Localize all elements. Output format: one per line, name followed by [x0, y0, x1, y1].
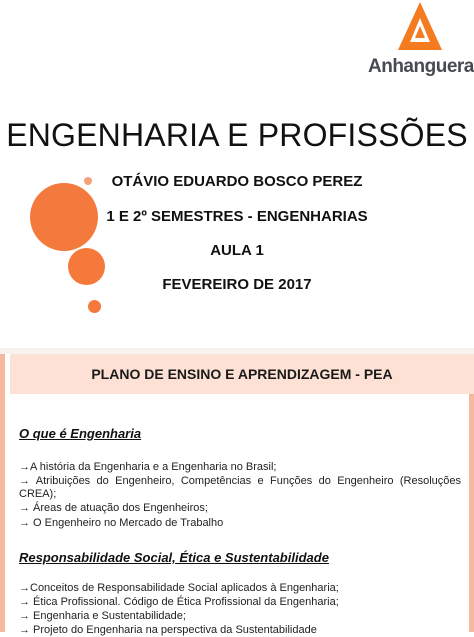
list-item: → Áreas de atuação dos Engenheiros;	[19, 502, 208, 514]
list-item: → Projeto do Engenharia na perspectiva da Sustentabilidade	[19, 624, 317, 636]
decorative-circle-small	[88, 300, 101, 313]
semester-label: 1 E 2º SEMESTRES - ENGENHARIAS	[106, 208, 368, 225]
pea-slide	[0, 354, 474, 636]
section-title-responsabilidade: Responsabilidade Social, Ética e Sustentabilidade	[19, 550, 329, 565]
list-item: → Engenharia e Sustentabilidade;	[19, 610, 186, 622]
slide-title: ENGENHARIA E PROFISSÕES	[6, 117, 468, 153]
logo-text: Anhanguera	[368, 56, 474, 77]
pea-content	[13, 394, 468, 636]
section-title-engenharia: O que é Engenharia	[19, 426, 142, 441]
list-item: →A história da Engenharia e a Engenharia no Brasil;	[19, 461, 277, 473]
list-item: → Atribuições do Engenheiro, Competências e Funções do Engenheiro (Resoluções CREA);	[19, 475, 461, 500]
pea-title: PLANO DE ENSINO E APRENDIZAGEM - PEA	[91, 366, 393, 382]
pea-header	[10, 354, 474, 394]
list-item: → O Engenheiro no Mercado de Trabalho	[19, 517, 224, 529]
date-label: FEVEREIRO DE 2017	[162, 276, 312, 293]
lesson-label: AULA 1	[210, 242, 264, 259]
anhanguera-logo	[368, 0, 472, 84]
list-item: → Ética Profissional. Código de Ética Profissional da Engenharia;	[19, 596, 339, 608]
list-item: →Conceitos de Responsabilidade Social aplicados à Engenharia;	[19, 582, 339, 594]
triangle-logo-icon	[396, 0, 444, 56]
author-name: OTÁVIO EDUARDO BOSCO PEREZ	[111, 173, 363, 190]
